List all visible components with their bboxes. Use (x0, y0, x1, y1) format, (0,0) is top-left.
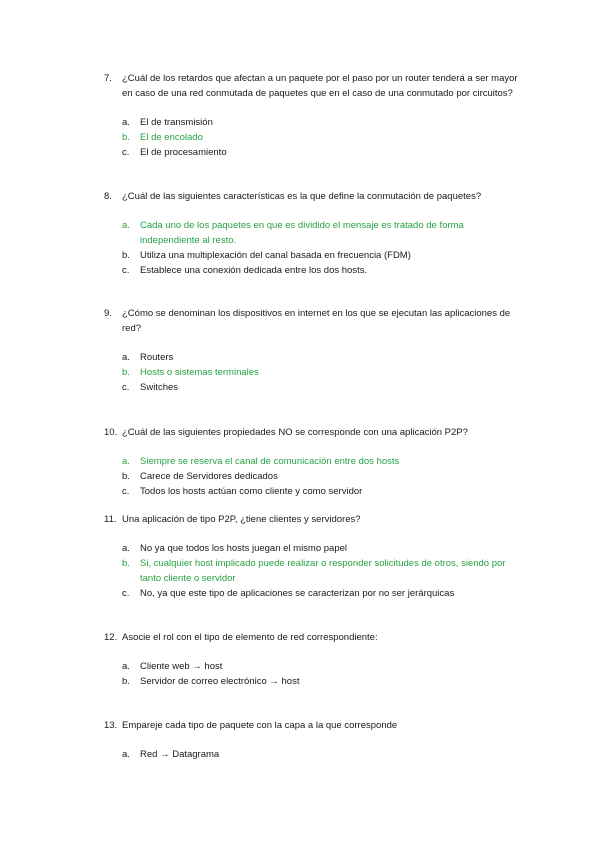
option-c (122, 263, 524, 278)
option-a (122, 541, 524, 556)
options-list (104, 659, 524, 689)
option-text: No, ya que este tipo de aplicaciones se caracterizan por no ser jerárquicas (140, 588, 455, 599)
option-text: Hosts o sistemas terminales (140, 367, 259, 378)
option-a (122, 659, 524, 674)
question-number: 8. (104, 191, 112, 202)
question-number: 7. (104, 73, 112, 84)
question-text: ¿Cómo se denominan los dispositivos en internet en los que se ejecutan las aplicaciones de red? (122, 308, 511, 334)
option-letter: b. (122, 676, 130, 687)
option-text: El de encolado (140, 132, 203, 143)
option-b-correct (122, 130, 524, 145)
option-letter: b. (122, 367, 130, 378)
option-letter: b. (122, 471, 130, 482)
question-number: 13. (104, 720, 118, 731)
option-letter: a. (122, 117, 130, 128)
question-text: Empareje cada tipo de paquete con la capa a la que corresponde (122, 720, 398, 731)
option-c (122, 586, 524, 601)
option-text: Si, cualquier host implicado puede realizar o responder solicitudes de otros, siendo por tanto cliente o servidor (140, 558, 506, 584)
option-a (122, 747, 524, 762)
option-letter: a. (122, 456, 130, 467)
options-list (104, 747, 524, 762)
option-letter: a. (122, 661, 130, 672)
question-8 (104, 189, 524, 278)
option-letter: c. (122, 588, 130, 599)
option-a (122, 350, 524, 365)
option-text: El de procesamiento (140, 147, 227, 158)
option-letter: a. (122, 543, 130, 554)
option-text: Siempre se reserva el canal de comunicación entre dos hosts (140, 456, 400, 467)
question-number: 12. (104, 632, 118, 643)
option-b (122, 674, 524, 689)
option-text: Carece de Servidores dedicados (140, 471, 278, 482)
option-c (122, 380, 524, 395)
option-letter: c. (122, 147, 130, 158)
option-b (122, 248, 524, 263)
option-b (122, 469, 524, 484)
options-list (104, 541, 524, 601)
option-text: El de transmisión (140, 117, 213, 128)
option-letter: a. (122, 749, 130, 760)
question-10 (104, 425, 524, 499)
question-11 (104, 512, 524, 601)
option-text: Routers (140, 352, 174, 363)
option-c (122, 484, 524, 499)
option-text: Cliente web → host (140, 661, 223, 672)
question-text: Asocie el rol con el tipo de elemento de red correspondiente: (122, 632, 378, 643)
option-c (122, 145, 524, 160)
option-text: Todos los hosts actúan como cliente y como servidor (140, 486, 363, 497)
question-text: ¿Cuál de los retardos que afectan a un paquete por el paso por un router tenderá a ser mayor en caso de una red conmutada de paquetes que en el caso de una conmutado por circuitos? (122, 73, 518, 99)
options-list (104, 115, 524, 160)
question-7 (104, 71, 524, 160)
option-text: Switches (140, 382, 179, 393)
option-a-correct (122, 454, 524, 469)
question-number: 10. (104, 427, 118, 438)
option-a (122, 115, 524, 130)
question-text: ¿Cuál de las siguientes características es la que define la conmutación de paquetes? (122, 191, 482, 202)
question-13 (104, 718, 524, 762)
option-letter: b. (122, 558, 130, 569)
option-text: Establece una conexión dedicada entre los dos hosts. (140, 265, 368, 276)
option-text: No ya que todos los hosts juegan el mismo papel (140, 543, 348, 554)
options-list (104, 454, 524, 499)
question-text: Una aplicación de tipo P2P, ¿tiene clientes y servidores? (122, 514, 361, 525)
option-letter: b. (122, 132, 130, 143)
option-letter: a. (122, 220, 130, 231)
option-text: Utiliza una multiplexación del canal basada en frecuencia (FDM) (140, 250, 411, 261)
option-text: Servidor de correo electrónico → host (140, 676, 300, 687)
option-letter: c. (122, 382, 130, 393)
options-list (104, 218, 524, 278)
option-a-correct (122, 218, 524, 248)
option-letter: b. (122, 250, 130, 261)
option-b-correct (122, 365, 524, 380)
option-letter: c. (122, 486, 130, 497)
option-text: Cada uno de los paquetes en que es dividido el mensaje es tratado de forma independiente al resto. (140, 220, 464, 246)
question-9 (104, 306, 524, 395)
option-letter: c. (122, 265, 130, 276)
question-number: 9. (104, 308, 112, 319)
question-12 (104, 630, 524, 689)
options-list (104, 350, 524, 395)
option-text: Red → Datagrama (140, 749, 220, 760)
option-b-correct (122, 556, 524, 586)
option-letter: a. (122, 352, 130, 363)
question-text: ¿Cuál de las siguientes propiedades NO se corresponde con una aplicación P2P? (122, 427, 468, 438)
question-number: 11. (104, 514, 117, 525)
